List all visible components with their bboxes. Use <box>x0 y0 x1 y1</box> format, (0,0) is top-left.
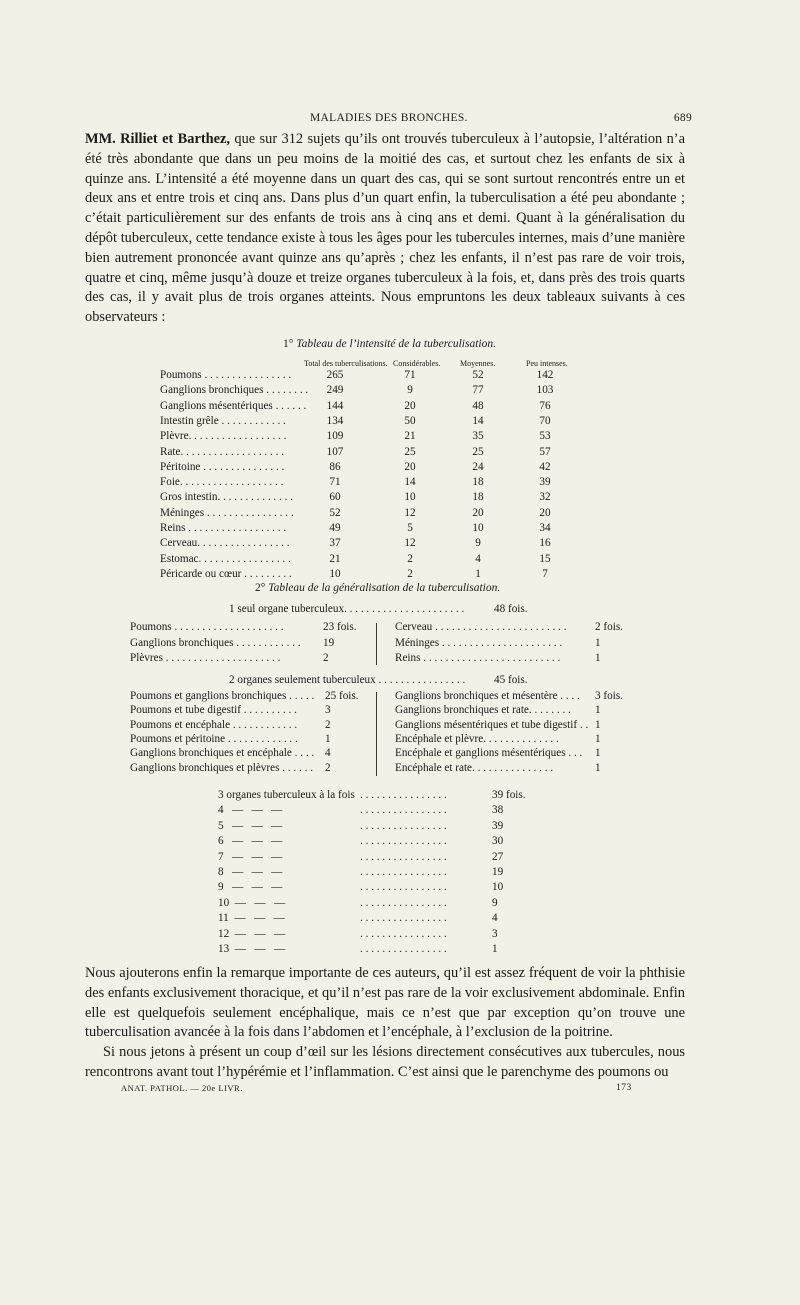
list-entry-name: Encéphale et ganglions mésentériques . . . <box>395 747 583 760</box>
list-entry-count: 23 fois. <box>323 621 357 633</box>
list-entry-name: Poumons et ganglions bronchiques . . . . . <box>130 690 315 702</box>
cell-moy: 35 <box>472 430 484 443</box>
multi-label: 11 — — — <box>218 912 285 925</box>
organ-name: Péricarde ou cœur . . . . . . . . . <box>160 567 292 580</box>
multi-label: 7 — — — <box>218 850 283 863</box>
cell-peu: 53 <box>539 430 551 443</box>
cell-peu: 20 <box>539 506 551 519</box>
list-entry-name: Encéphale et plèvre. . . . . . . . . . . . . . <box>395 732 559 745</box>
multi-dots: . . . . . . . . . . . . . . . . <box>360 943 447 955</box>
table1-row <box>0 507 800 522</box>
multi-label: 5 — — — <box>218 819 283 832</box>
table1-header-considerables: Considérables. <box>393 359 441 368</box>
organ-name: Poumons . . . . . . . . . . . . . . . . <box>160 369 292 381</box>
multi-count: 1 <box>492 943 498 955</box>
paragraph-2: Nous ajouterons enfin la remarque importante de ces auteurs, qu’il est assez fréquent de voir la phthisie des enfants exclusivement thoracique, et qu’il n’est pas rare de la voir exclusivement abdominale. Enfin elle est quelquefois seulement encéphalique, mais ce n’est que par exception qu’on trouve une tuberculisation avancée à la fois dans l’abdomen et l’encéphale, à l’exclusion de la poitrine. <box>85 965 685 1041</box>
multi-count: 30 <box>492 835 504 848</box>
list-entry-name: Ganglions bronchiques et rate. . . . . . . . <box>395 704 571 717</box>
cell-cons: 9 <box>407 384 413 397</box>
organ-name: Péritoine . . . . . . . . . . . . . . . <box>160 460 285 473</box>
multi-dots: . . . . . . . . . . . . . . . . <box>360 789 447 801</box>
table2-number: 2° <box>255 582 266 594</box>
cell-total: 10 <box>329 567 341 580</box>
table1-header-moyennes: Moyennes. <box>460 359 496 368</box>
page-number: 689 <box>673 112 692 124</box>
cell-moy: 25 <box>472 445 484 458</box>
list-entry-count: 3 <box>325 704 331 717</box>
cell-total: 144 <box>326 399 344 412</box>
multi-dots: . . . . . . . . . . . . . . . . <box>360 912 447 925</box>
cell-cons: 5 <box>407 522 413 534</box>
list-entry-name: Poumons . . . . . . . . . . . . . . . . . . . . <box>130 621 284 633</box>
list-entry-count: 2 fois. <box>595 621 623 633</box>
table1-row <box>0 369 800 384</box>
multi-label: 9 — — — <box>218 881 283 894</box>
cell-cons: 71 <box>404 369 416 381</box>
list-entry-name: Reins . . . . . . . . . . . . . . . . . . . . . . . . . <box>395 652 561 664</box>
cell-moy: 18 <box>472 491 484 504</box>
cell-total: 86 <box>329 460 341 473</box>
intro-lead: MM. Rilliet et Barthez, <box>85 131 230 147</box>
multi-count: 10 <box>492 881 504 894</box>
organ-name: Rate. . . . . . . . . . . . . . . . . . . <box>160 445 284 458</box>
multi-count: 4 <box>492 912 498 925</box>
table1-row <box>0 476 800 491</box>
cell-cons: 2 <box>407 552 413 565</box>
organ-name: Gros intestin. . . . . . . . . . . . . . <box>160 491 294 504</box>
list-entry-name: Ganglions bronchiques et plèvres . . . . . . <box>130 761 314 774</box>
one-organ-divider <box>376 623 377 665</box>
multi-dots: . . . . . . . . . . . . . . . . <box>360 896 447 909</box>
table1-title: Tableau de l’intensité de la tuberculisation. <box>296 338 496 350</box>
list-entry-name: Plèvres . . . . . . . . . . . . . . . . . . . . . <box>130 652 281 664</box>
table1-row <box>0 430 800 445</box>
cell-peu: 16 <box>539 537 551 550</box>
multi-label: 6 — — — <box>218 835 283 848</box>
multi-label: 3 organes tuberculeux à la fois <box>218 789 355 801</box>
cell-peu: 70 <box>539 414 551 427</box>
organ-name: Reins . . . . . . . . . . . . . . . . . . <box>160 522 287 534</box>
one-organ-total: 48 fois. <box>494 603 528 615</box>
cell-total: 71 <box>329 476 341 489</box>
cell-cons: 10 <box>404 491 416 504</box>
table1-row <box>0 491 800 506</box>
cell-cons: 21 <box>404 430 416 443</box>
cell-moy: 20 <box>472 506 484 519</box>
cell-cons: 20 <box>404 399 416 412</box>
multi-count: 38 <box>492 804 504 817</box>
table1-row <box>0 446 800 461</box>
list-entry-name: Ganglions bronchiques . . . . . . . . . . . . <box>130 636 301 649</box>
multi-label: 8 — — — <box>218 866 283 878</box>
cell-moy: 9 <box>475 537 481 550</box>
cell-cons: 12 <box>404 537 416 550</box>
cell-total: 37 <box>329 537 341 550</box>
multi-count: 39 fois. <box>492 789 526 801</box>
paragraph-3: Si nous jetons à présent un coup d’œil sur les lésions directement consécutives aux tubercules, nous rencontrons avant tout l’hypérémie et l’inflammation. C’est ainsi que le parenchyme des poumons ou <box>85 1044 685 1080</box>
cell-moy: 77 <box>472 384 484 397</box>
one-organ-label: 1 seul organe tuberculeux. . . . . . . . . . . . . . . . . . . . . . <box>229 603 465 615</box>
cell-peu: 34 <box>539 522 551 534</box>
cell-moy: 52 <box>472 369 484 381</box>
list-entry-count: 2 <box>323 652 329 664</box>
intro-paragraph <box>85 130 685 328</box>
list-entry-count: 1 <box>595 704 601 717</box>
cell-total: 107 <box>326 445 344 458</box>
cell-total: 265 <box>326 369 344 381</box>
list-entry-count: 1 <box>325 732 331 745</box>
cell-peu: 76 <box>539 399 551 412</box>
list-entry-count: 4 <box>325 747 331 760</box>
intro-text: que sur 312 sujets qu’ils ont trouvés tuberculeux à l’autopsie, l’altération n’a été très abondante que dans un peu moins de la moitié des cas, et surtout chez les enfants de six à quinze ans. L’intensité a été moyenne dans un quart des cas, qui se sont surtout rencontrés entre un et deux ans et entre trois et cinq ans. Dans plus d’un quart enfin, la tuberculisation a été peu abondante ; c’était particulièrement sur des enfants de trois ans à cinq ans et demi. Quant à la généralisation du dépôt tuberculeux, cette tendance existe à tous les âges pour les tubercules internes, mais d’une manière bien autrement prononcée avant quinze ans qu’après ; chez les enfants, il n’est pas rare de voir trois, quatre et cinq, même jusqu’à douze et treize organes tuberculeux à la fois, et, dans près des trois quarts des cas, il y avait plus de trois organes atteints. Nous empruntons les deux tableaux suivants à ces observateurs : <box>85 131 685 326</box>
list-entry-count: 1 <box>595 652 601 664</box>
multi-dots: . . . . . . . . . . . . . . . . <box>360 835 447 848</box>
organ-name: Ganglions mésentériques . . . . . . <box>160 399 307 412</box>
organ-name: Foie. . . . . . . . . . . . . . . . . . . <box>160 476 284 489</box>
footer-sheet-number: 173 <box>616 1083 632 1093</box>
cell-cons: 25 <box>404 445 416 458</box>
list-entry-count: 25 fois. <box>325 690 359 702</box>
list-entry-count: 2 <box>325 761 331 774</box>
list-entry-name: Méninges . . . . . . . . . . . . . . . . . . . . . . <box>395 636 563 649</box>
cell-cons: 2 <box>407 567 413 580</box>
list-entry-name: Ganglions bronchiques et mésentère . . . . <box>395 690 580 702</box>
multi-count: 9 <box>492 896 498 909</box>
cell-total: 21 <box>329 552 341 565</box>
multi-dots: . . . . . . . . . . . . . . . . <box>360 850 447 863</box>
list-entry-name: Ganglions bronchiques et encéphale . . . . <box>130 747 315 760</box>
list-entry-count: 2 <box>325 718 331 731</box>
cell-total: 249 <box>326 384 344 397</box>
multi-label: 13 — — — <box>218 943 286 955</box>
table1-row <box>0 415 800 430</box>
organ-name: Intestin grêle . . . . . . . . . . . . <box>160 414 286 427</box>
table1-row <box>0 522 800 537</box>
cell-peu: 7 <box>542 567 548 580</box>
cell-peu: 32 <box>539 491 551 504</box>
list-entry-count: 1 <box>595 636 601 649</box>
cell-cons: 14 <box>404 476 416 489</box>
table1-number: 1° <box>283 338 294 350</box>
cell-moy: 1 <box>475 567 481 580</box>
organ-name: Ganglions bronchiques . . . . . . . . <box>160 384 309 397</box>
cell-peu: 142 <box>536 369 554 381</box>
table1-row <box>0 568 800 583</box>
cell-peu: 57 <box>539 445 551 458</box>
multi-dots: . . . . . . . . . . . . . . . . <box>360 927 447 940</box>
list-entry-count: 1 <box>595 718 601 731</box>
table1-row <box>0 553 800 568</box>
cell-peu: 15 <box>539 552 551 565</box>
multi-dots: . . . . . . . . . . . . . . . . <box>360 866 447 878</box>
footer-signature: ANAT. PATHOL. — 20e LIVR. <box>121 1083 243 1093</box>
multi-count: 19 <box>492 866 504 878</box>
multi-count: 39 <box>492 819 504 832</box>
running-header <box>100 112 692 128</box>
organ-name: Cerveau. . . . . . . . . . . . . . . . . <box>160 537 290 550</box>
cell-peu: 42 <box>539 460 551 473</box>
cell-total: 134 <box>326 414 344 427</box>
organ-name: Plèvre. . . . . . . . . . . . . . . . . . <box>160 430 287 443</box>
cell-moy: 24 <box>472 460 484 473</box>
list-entry-name: Ganglions mésentériques et tube digestif . . <box>395 718 589 731</box>
cell-peu: 39 <box>539 476 551 489</box>
list-entry-count: 1 <box>595 761 601 774</box>
table2-title: Tableau de la généralisation de la tuberculisation. <box>268 582 501 594</box>
cell-moy: 4 <box>475 552 481 565</box>
cell-total: 60 <box>329 491 341 504</box>
cell-total: 49 <box>329 522 341 534</box>
multi-count: 27 <box>492 850 504 863</box>
cell-total: 109 <box>326 430 344 443</box>
list-entry-name: Poumons et péritoine . . . . . . . . . . . . . <box>130 732 298 745</box>
cell-peu: 103 <box>536 384 554 397</box>
cell-moy: 14 <box>472 414 484 427</box>
list-entry-count: 19 <box>323 636 335 649</box>
multi-count: 3 <box>492 927 498 940</box>
multi-label: 4 — — — <box>218 804 283 817</box>
table1-header-peu-intenses: Peu intenses. <box>526 359 568 368</box>
table1-row <box>0 384 800 399</box>
table1-header-total: Total des tuberculisations. <box>304 359 388 368</box>
cell-cons: 50 <box>404 414 416 427</box>
list-entry-count: 3 fois. <box>595 690 623 702</box>
list-entry-count: 1 <box>595 747 601 760</box>
list-entry-name: Cerveau . . . . . . . . . . . . . . . . . . . . . . . . <box>395 621 567 633</box>
organ-name: Méninges . . . . . . . . . . . . . . . . <box>160 506 294 519</box>
cell-moy: 18 <box>472 476 484 489</box>
two-organs-divider <box>376 692 377 776</box>
list-entry-name: Poumons et tube digestif . . . . . . . . . . <box>130 704 297 717</box>
list-entry-name: Encéphale et rate. . . . . . . . . . . . . . . <box>395 761 554 774</box>
multi-dots: . . . . . . . . . . . . . . . . <box>360 804 447 817</box>
cell-cons: 20 <box>404 460 416 473</box>
two-organs-label: 2 organes seulement tuberculeux . . . . . . . . . . . . . . . . <box>229 674 466 686</box>
cell-moy: 10 <box>472 522 484 534</box>
cell-cons: 12 <box>404 506 416 519</box>
cell-total: 52 <box>329 506 341 519</box>
multi-label: 12 — — — <box>218 927 286 940</box>
multi-label: 10 — — — <box>218 896 286 909</box>
list-entry-count: 1 <box>595 732 601 745</box>
multi-dots: . . . . . . . . . . . . . . . . <box>360 881 447 894</box>
table1-caption <box>283 338 496 350</box>
cell-moy: 48 <box>472 399 484 412</box>
list-entry-name: Poumons et encéphale . . . . . . . . . . . . <box>130 718 298 731</box>
multi-dots: . . . . . . . . . . . . . . . . <box>360 819 447 832</box>
table1-row <box>0 537 800 552</box>
running-title: MALADIES DES BRONCHES. <box>310 112 468 124</box>
two-organs-total: 45 fois. <box>494 674 528 686</box>
table1-row <box>0 461 800 476</box>
table2-caption <box>255 582 500 594</box>
organ-name: Estomac. . . . . . . . . . . . . . . . . <box>160 552 291 565</box>
table1-row <box>0 400 800 415</box>
